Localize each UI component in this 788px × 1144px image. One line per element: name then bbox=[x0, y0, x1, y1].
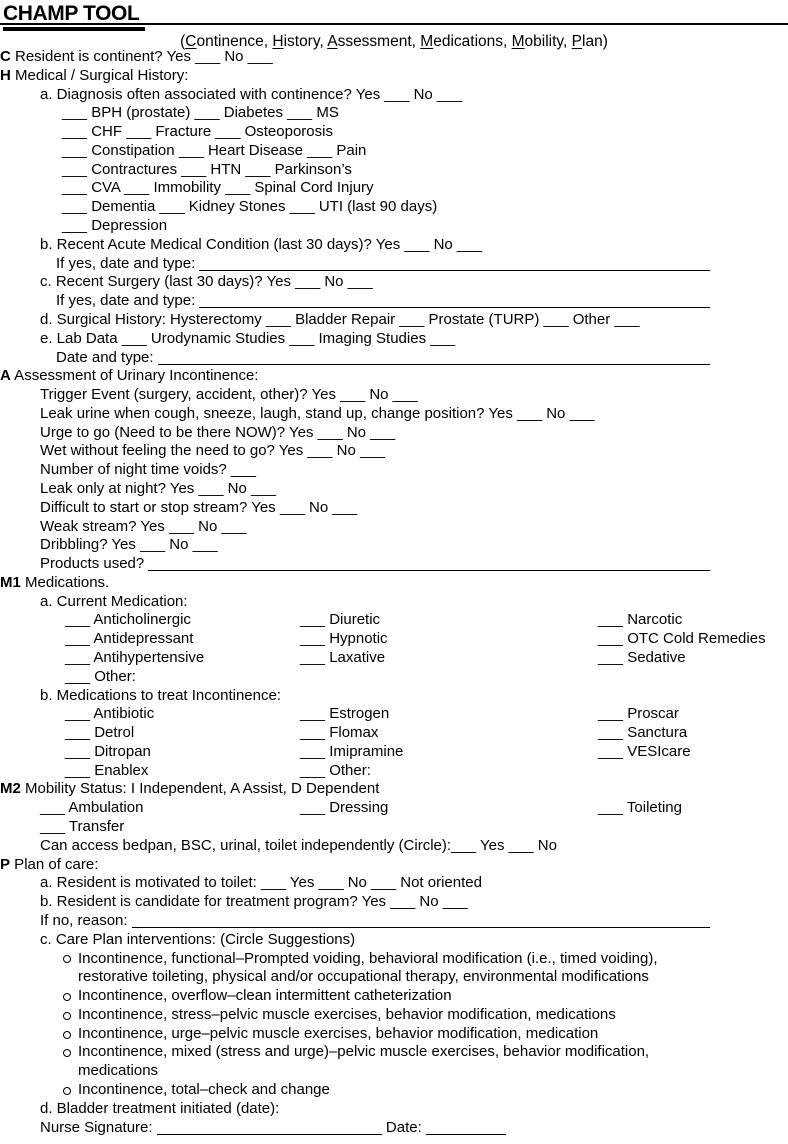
text-run: If no, reason: bbox=[40, 911, 132, 929]
text-run: Incontinence, stress–pelvic muscle exercises, behavior modification, medications bbox=[78, 1005, 616, 1023]
text-run: Number of night time voids? ___ bbox=[40, 461, 256, 479]
assess-products-used bbox=[0, 555, 788, 574]
blank-field bbox=[157, 1134, 382, 1135]
careplan-stress bbox=[0, 1006, 788, 1025]
text-run: ___ CVA ___ Immobility ___ Spinal Cord Injury bbox=[62, 179, 374, 197]
assess-night-voids bbox=[0, 461, 788, 480]
text-run: Can access bedpan, BSC, urinal, toilet independently (Circle):___ Yes ___ No bbox=[40, 836, 557, 854]
section-letter: P bbox=[0, 855, 11, 873]
text-run: Incontinence, overflow–clean intermittent catheterization bbox=[78, 987, 452, 1005]
h-medical-surgical-history bbox=[0, 67, 788, 86]
text-run: Nurse Signature: bbox=[40, 1118, 157, 1136]
treat-med-row-4 bbox=[0, 762, 788, 781]
a-assessment bbox=[0, 367, 788, 386]
text-run: b. Medications to treat Incontinence: bbox=[40, 686, 281, 704]
text-run: ___ Imipramine bbox=[300, 742, 404, 760]
diagnosis-row-1 bbox=[0, 104, 788, 123]
text-run: Trigger Event (surgery, accident, other)? Yes ___ No ___ bbox=[40, 386, 418, 404]
blank-field bbox=[199, 270, 710, 271]
text-run: If yes, date and type: bbox=[56, 254, 200, 272]
diagnosis-row-4 bbox=[0, 161, 788, 180]
text-run: a. Diagnosis often associated with continence? Yes ___ No ___ bbox=[40, 85, 462, 103]
assess-urge-to-go bbox=[0, 424, 788, 443]
current-med-row-2 bbox=[0, 630, 788, 649]
text-run: a. Current Medication: bbox=[40, 592, 188, 610]
diagnosis-row-7 bbox=[0, 217, 788, 236]
text-run: ___ CHF ___ Fracture ___ Osteoporosis bbox=[62, 123, 333, 141]
mobility-row-1 bbox=[0, 799, 788, 818]
bullet-circle-icon bbox=[63, 1049, 71, 1057]
careplan-mixed-cont bbox=[0, 1062, 788, 1081]
text-run: restorative toileting, physical and/or occupational therapy, environmental modifications bbox=[78, 968, 649, 986]
p-d-bladder-treatment bbox=[0, 1100, 788, 1119]
text-run: Products used? bbox=[40, 555, 149, 573]
section-letter: H bbox=[0, 66, 11, 84]
text-run: ___ Other: bbox=[300, 761, 371, 779]
text-run: Medications. bbox=[20, 573, 110, 591]
text-run: ___ Flomax bbox=[300, 724, 379, 742]
page-title: CHAMP TOOL bbox=[3, 2, 145, 31]
text-run: ___ Toileting bbox=[598, 799, 682, 817]
blank-field bbox=[132, 927, 710, 928]
text-run: ___ Sedative bbox=[598, 649, 686, 666]
p-a-motivated bbox=[0, 874, 788, 893]
m1-a-current-medication bbox=[0, 593, 788, 612]
text-run: ___ Estrogen bbox=[300, 705, 390, 723]
text-run: ___ Enablex bbox=[65, 761, 149, 779]
text-run: ___ Transfer bbox=[40, 818, 125, 836]
text-run: ___ Antibiotic bbox=[65, 705, 155, 723]
h-c-recent-surgery bbox=[0, 273, 788, 292]
bullet-circle-icon bbox=[63, 955, 71, 963]
text-run: ___ Detrol bbox=[65, 724, 135, 742]
text-run: Incontinence, urge–pelvic muscle exercises, behavior modification, medication bbox=[78, 1024, 599, 1042]
section-letter: M1 bbox=[0, 573, 21, 591]
section-letter: C bbox=[0, 48, 11, 65]
diagnosis-row-5 bbox=[0, 179, 788, 198]
assess-dribbling bbox=[0, 536, 788, 555]
text-run: Date: bbox=[381, 1118, 426, 1136]
text-run: d. Bladder treatment initiated (date): bbox=[40, 1099, 280, 1117]
current-med-row-1 bbox=[0, 611, 788, 630]
diagnosis-row-2 bbox=[0, 123, 788, 142]
section-letter: A bbox=[0, 367, 11, 385]
text-run: ___ Ambulation bbox=[40, 799, 144, 817]
text-run: ___ Diuretic bbox=[300, 611, 381, 629]
text-run: Wet without feeling the need to go? Yes ___ No ___ bbox=[40, 442, 385, 460]
blank-field bbox=[158, 364, 710, 365]
text-run: Weak stream? Yes ___ No ___ bbox=[40, 517, 247, 535]
section-letter: M2 bbox=[0, 780, 21, 798]
blank-field bbox=[148, 570, 710, 571]
underlined-letter: H bbox=[272, 33, 284, 50]
text-run: Dribbling? Yes ___ No ___ bbox=[40, 536, 218, 554]
underlined-letter: A bbox=[327, 33, 338, 50]
text-run: ___ Antidepressant bbox=[65, 630, 194, 648]
p-if-no-reason bbox=[0, 912, 788, 931]
text-run: Leak urine when cough, sneeze, laugh, stand up, change position? Yes ___ No ___ bbox=[40, 404, 595, 422]
careplan-functional-cont bbox=[0, 968, 788, 987]
text-run: c. Care Plan interventions: (Circle Suggestions) bbox=[40, 930, 356, 948]
careplan-urge bbox=[0, 1025, 788, 1044]
text-run: e. Lab Data ___ Urodynamic Studies ___ Imaging Studies ___ bbox=[40, 329, 456, 347]
assess-leak-urine bbox=[0, 405, 788, 424]
diagnosis-row-6 bbox=[0, 198, 788, 217]
text-run: Urge to go (Need to be there NOW)? Yes ___ No ___ bbox=[40, 423, 396, 441]
m2-mobility-status bbox=[0, 780, 788, 799]
bullet-circle-icon bbox=[63, 1012, 71, 1020]
p-plan-of-care bbox=[0, 856, 788, 875]
assess-leak-at-night bbox=[0, 480, 788, 499]
mobility-row-2 bbox=[0, 818, 788, 837]
text-run: ___ Proscar bbox=[598, 705, 679, 723]
current-med-row-4 bbox=[0, 668, 788, 687]
careplan-functional bbox=[0, 950, 788, 969]
c-resident-continent bbox=[0, 48, 788, 67]
text-run: d. Surgical History: Hysterectomy ___ Bladder Repair ___ Prostate (TURP) ___ Other ___ bbox=[40, 310, 640, 328]
bullet-circle-icon bbox=[63, 1087, 71, 1095]
diagnosis-row-3 bbox=[0, 142, 788, 161]
bullet-circle-icon bbox=[63, 993, 71, 1001]
careplan-mixed bbox=[0, 1043, 788, 1062]
text-run: If yes, date and type: bbox=[56, 292, 200, 310]
underlined-letter: C bbox=[185, 33, 197, 50]
careplan-total bbox=[0, 1081, 788, 1100]
text-run: ___ Hypnotic bbox=[300, 630, 388, 648]
text-run: ___ Dressing bbox=[300, 799, 389, 817]
text-run: Incontinence, total–check and change bbox=[78, 1080, 330, 1098]
text-run: ___ Anticholinergic bbox=[65, 611, 191, 629]
text-run: Plan of care: bbox=[10, 855, 99, 873]
text-run: Date and type: bbox=[56, 348, 158, 366]
h-a-diagnosis bbox=[0, 86, 788, 105]
underlined-letter: P bbox=[571, 33, 582, 50]
assess-weak-stream bbox=[0, 518, 788, 537]
underlined-letter: M bbox=[420, 33, 434, 50]
text-run: ___ Other: bbox=[65, 667, 136, 685]
underlined-letter: M bbox=[511, 33, 525, 50]
form-body bbox=[0, 48, 788, 1137]
text-run: ___ BPH (prostate) ___ Diabetes ___ MS bbox=[62, 104, 339, 122]
text-run: ___ OTC Cold Remedies bbox=[598, 630, 766, 648]
h-e-date-type bbox=[0, 349, 788, 368]
text-run: Incontinence, functional–Prompted voiding, behavioral modification (i.e., timed voiding), bbox=[78, 949, 658, 967]
text-run: Incontinence, mixed (stress and urge)–pelvic muscle exercises, behavior modification, bbox=[78, 1043, 650, 1061]
assess-start-stop-stream bbox=[0, 499, 788, 518]
text-run: ___ Dementia ___ Kidney Stones ___ UTI (last 90 days) bbox=[62, 198, 438, 216]
text-run: ___ Sanctura bbox=[598, 724, 688, 742]
treat-med-row-1 bbox=[0, 705, 788, 724]
h-b-if-yes bbox=[0, 255, 788, 274]
text-run: Mobility Status: I Independent, A Assist, D Dependent bbox=[20, 780, 380, 798]
text-run: Assessment of Urinary Incontinence: bbox=[10, 367, 259, 385]
text-run: ___ Ditropan bbox=[65, 742, 151, 760]
signature-row bbox=[0, 1119, 788, 1138]
text-run: ___ Contractures ___ HTN ___ Parkinson’s bbox=[62, 160, 352, 178]
text-run: Resident is continent? Yes ___ No ___ bbox=[10, 48, 273, 65]
h-b-acute-condition bbox=[0, 236, 788, 255]
assess-trigger-event bbox=[0, 386, 788, 405]
text-run: ___ Antihypertensive bbox=[65, 649, 205, 666]
text-run: ___ VESIcare bbox=[598, 742, 691, 760]
current-med-row-3 bbox=[0, 649, 788, 668]
text-run: ___ Constipation ___ Heart Disease ___ Pain bbox=[62, 141, 367, 159]
text-run: Difficult to start or stop stream? Yes ___ No ___ bbox=[40, 498, 358, 516]
text-run: medications bbox=[78, 1062, 159, 1080]
text-run: b. Recent Acute Medical Condition (last 30 days)? Yes ___ No ___ bbox=[40, 235, 482, 253]
treat-med-row-3 bbox=[0, 743, 788, 762]
blank-field bbox=[199, 307, 710, 308]
assess-wet-without-feeling bbox=[0, 442, 788, 461]
text-run: b. Resident is candidate for treatment program? Yes ___ No ___ bbox=[40, 893, 468, 911]
m1-medications bbox=[0, 574, 788, 593]
h-c-if-yes bbox=[0, 292, 788, 311]
m1-b-treat-incontinence bbox=[0, 687, 788, 706]
h-d-surgical-history bbox=[0, 311, 788, 330]
careplan-overflow bbox=[0, 987, 788, 1006]
text-run: Leak only at night? Yes ___ No ___ bbox=[40, 479, 277, 497]
text-run: ___ Depression bbox=[62, 217, 168, 235]
text-run: c. Recent Surgery (last 30 days)? Yes ___ No ___ bbox=[40, 273, 373, 291]
p-b-candidate bbox=[0, 893, 788, 912]
bullet-circle-icon bbox=[63, 1031, 71, 1039]
subtitle-acronym: (Continence, History, Assessment, Medications, Mobility, Plan) bbox=[180, 33, 608, 50]
blank-field bbox=[426, 1134, 506, 1135]
text-run: Medical / Surgical History: bbox=[10, 66, 189, 84]
treat-med-row-2 bbox=[0, 724, 788, 743]
p-c-care-plan bbox=[0, 931, 788, 950]
h-e-lab-data bbox=[0, 330, 788, 349]
text-run: a. Resident is motivated to toilet: ___ Yes ___ No ___ Not oriented bbox=[40, 874, 482, 892]
text-run: ___ Narcotic bbox=[598, 611, 683, 629]
mobility-access bbox=[0, 837, 788, 856]
text-run: ___ Laxative bbox=[300, 649, 386, 666]
